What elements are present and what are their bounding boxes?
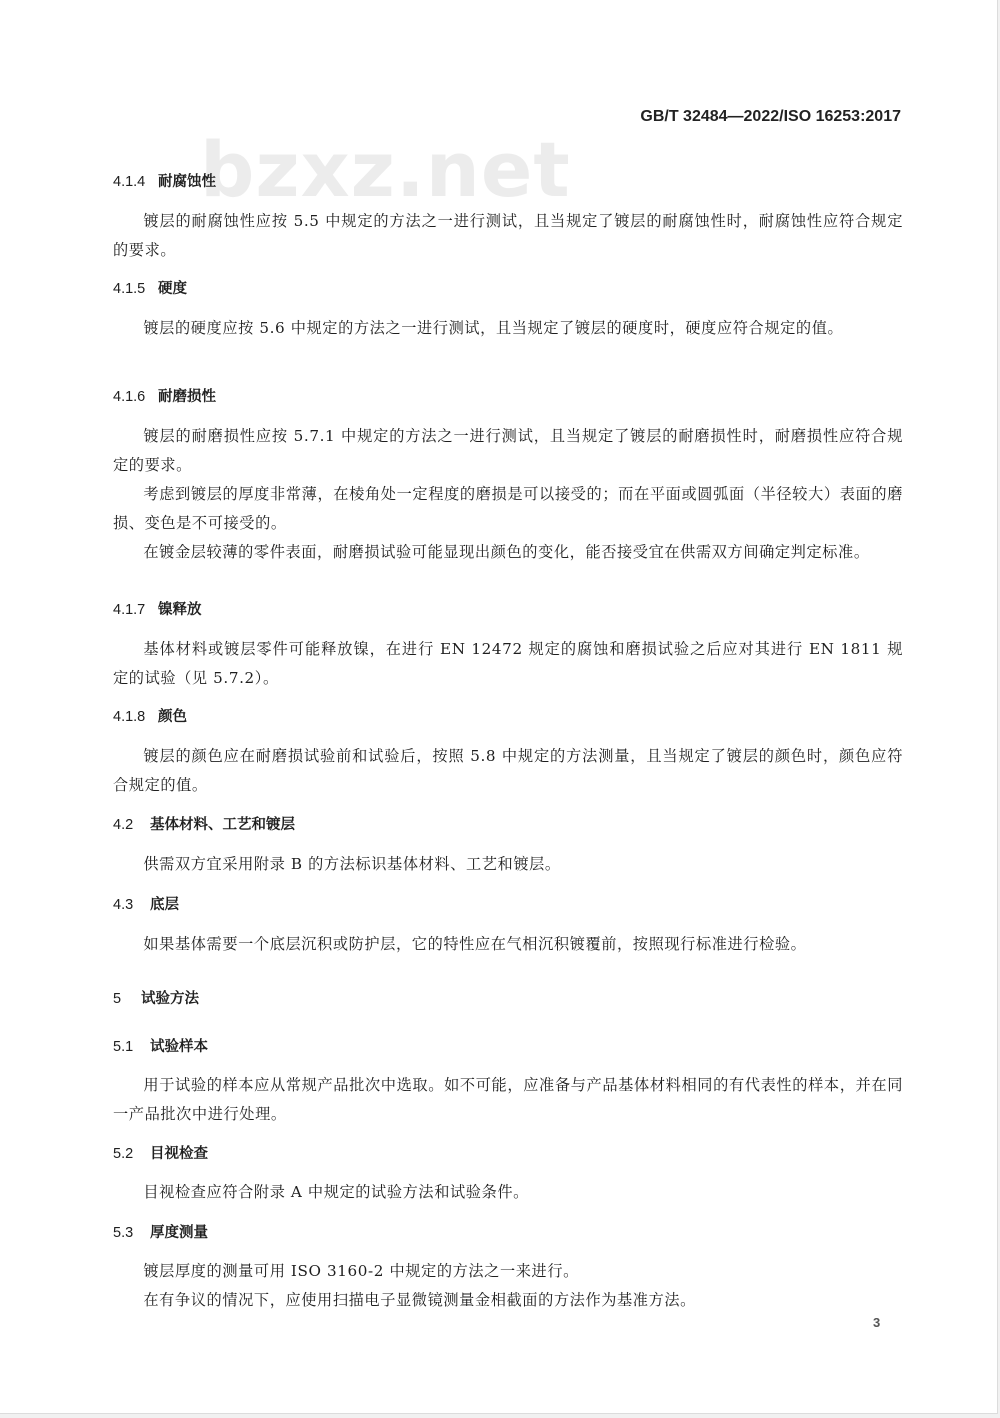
paragraph: 如果基体需要一个底层沉积或防护层，它的特性应在气相沉积镀覆前，按照现行标准进行检验。 [143, 935, 807, 953]
section-heading-4-1-7 [113, 598, 202, 619]
section-heading-4-1-5 [113, 277, 187, 298]
section-number: 4.1.5 [113, 281, 146, 297]
section-title: 试验方法 [141, 991, 199, 1007]
paragraph: 镀层的颜色应在耐磨损试验前和试验后，按照 5.8 中规定的方法测量，且当规定了镀层的颜色时，颜色应符合规定的值。 [113, 747, 903, 794]
paragraph: 基体材料或镀层零件可能释放镍，在进行 EN 12472 规定的腐蚀和磨损试验之后应对其进行 EN 1811 规定的试验（见 5.7.2）。 [113, 640, 903, 687]
section-number: 4.1.7 [113, 602, 146, 618]
paragraph: 供需双方宜采用附录 B 的方法标识基体材料、工艺和镀层。 [143, 855, 561, 873]
section-number: 4.1.6 [113, 389, 146, 405]
section-title: 硬度 [158, 281, 187, 297]
section-title: 基体材料、工艺和镀层 [150, 817, 295, 833]
section-title: 颜色 [158, 709, 187, 725]
section-title: 底层 [150, 897, 179, 913]
watermark: bzxz.net [200, 125, 571, 214]
paragraph: 镀层厚度的测量可用 ISO 3160-2 中规定的方法之一来进行。 [143, 1262, 579, 1280]
paragraph: 目视检查应符合附录 A 中规定的试验方法和试验条件。 [143, 1183, 529, 1201]
section-number: 4.1.8 [113, 709, 146, 725]
section-heading-5-1 [113, 1035, 208, 1056]
section-number: 5 [113, 991, 122, 1007]
section-heading-5-3 [113, 1221, 208, 1242]
standard-code-header: GB/T 32484—2022/ISO 16253:2017 [640, 108, 901, 125]
section-title: 目视检查 [150, 1146, 208, 1162]
paragraph: 在有争议的情况下，应使用扫描电子显微镜测量金相截面的方法作为基准方法。 [143, 1291, 696, 1309]
paragraph: 在镀金层较薄的零件表面，耐磨损试验可能显现出颜色的变化，能否接受宜在供需双方间确定判定标准。 [143, 543, 870, 561]
paragraph: 镀层的耐磨损性应按 5.7.1 中规定的方法之一进行测试，且当规定了镀层的耐磨损性时，耐磨损性应符合规定的要求。 [113, 427, 903, 474]
section-heading-5-2 [113, 1142, 208, 1163]
paragraph: 镀层的耐腐蚀性应按 5.5 中规定的方法之一进行测试，且当规定了镀层的耐腐蚀性时，耐腐蚀性应符合规定的要求。 [113, 212, 903, 259]
paragraph: 用于试验的样本应从常规产品批次中选取。如不可能，应准备与产品基体材料相同的有代表性的样本，并在同一产品批次中进行处理。 [113, 1076, 903, 1123]
paragraph: 考虑到镀层的厚度非常薄，在棱角处一定程度的磨损是可以接受的；而在平面或圆弧面（半径较大）表面的磨损、变色是不可接受的。 [113, 485, 903, 532]
section-heading-4-1-4 [113, 170, 216, 191]
section-title: 厚度测量 [150, 1225, 208, 1241]
section-heading-5 [113, 987, 199, 1008]
section-title: 镍释放 [158, 602, 202, 618]
section-number: 5.2 [113, 1146, 134, 1162]
page-number: 3 [873, 1315, 881, 1330]
section-number: 5.3 [113, 1225, 134, 1241]
section-number: 4.1.4 [113, 174, 146, 190]
paragraph: 镀层的硬度应按 5.6 中规定的方法之一进行测试，且当规定了镀层的硬度时，硬度应符合规定的值。 [143, 319, 844, 337]
section-number: 4.2 [113, 817, 134, 833]
section-heading-4-1-8 [113, 705, 187, 726]
section-heading-4-3 [113, 893, 179, 914]
section-heading-4-1-6 [113, 385, 216, 406]
section-number: 4.3 [113, 897, 134, 913]
section-heading-4-2 [113, 813, 295, 834]
section-title: 试验样本 [150, 1039, 208, 1055]
section-title: 耐磨损性 [158, 389, 216, 405]
section-number: 5.1 [113, 1039, 134, 1055]
section-title: 耐腐蚀性 [158, 174, 216, 190]
